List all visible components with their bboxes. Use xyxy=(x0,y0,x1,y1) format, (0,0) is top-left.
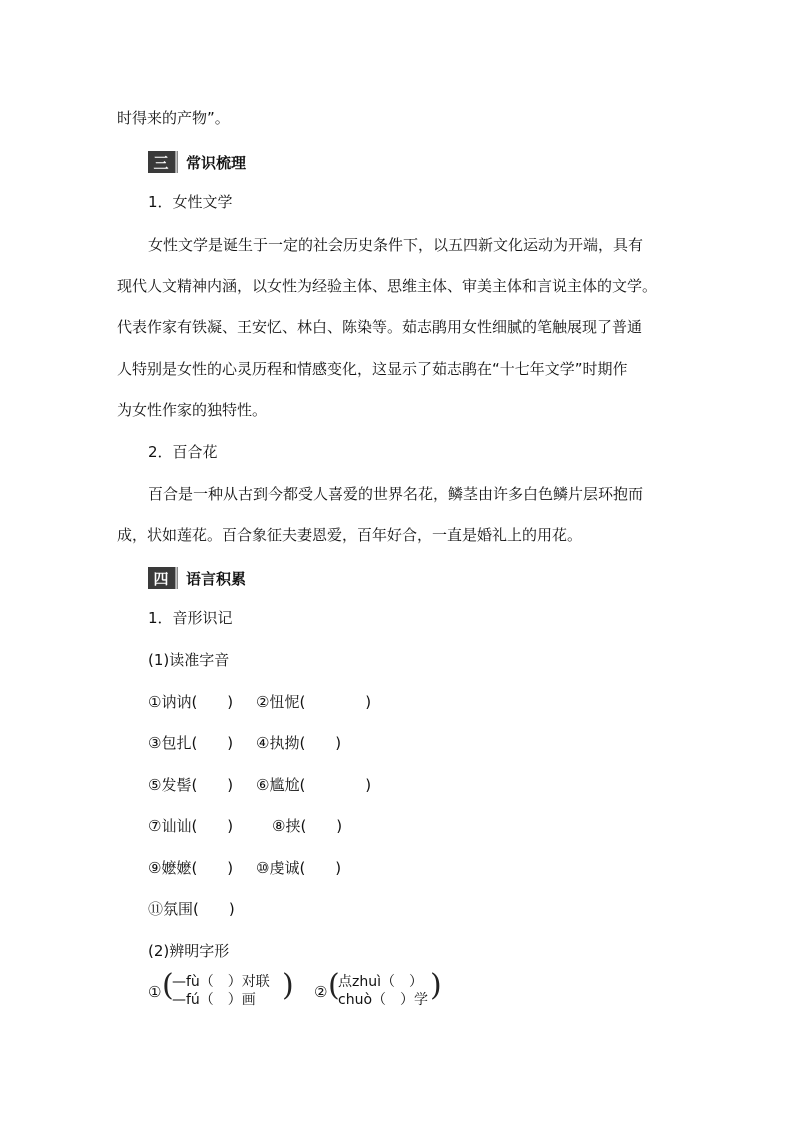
section-heading-4 xyxy=(148,566,246,590)
item-title: 1．音形识记 xyxy=(148,609,233,627)
paragraph-line: 代表作家有铁凝、王安忆、林白、陈染等。茹志鹃用女性细腻的笔触展现了普通 xyxy=(117,318,643,336)
item-title: 2．百合花 xyxy=(148,443,218,461)
right-brace: ) xyxy=(430,968,442,1003)
exercise-item: ⑦讪讪( ) xyxy=(148,817,234,835)
exercise-item: ⑧挟( ) xyxy=(272,817,343,835)
subsection-title: (2)辨明字形 xyxy=(148,942,230,960)
paragraph-line: 百合是一种从古到今都受人喜爱的世界名花，鳞茎由许多白色鳞片层环抱而 xyxy=(148,485,644,503)
exercise-item: 点zhuì（ ） xyxy=(338,974,423,990)
right-brace: ) xyxy=(282,968,294,1003)
section-title: 语言积累 xyxy=(186,569,247,588)
left-brace: ( xyxy=(162,968,174,1003)
paragraph-line: 现代人文精神内涵，以女性为经验主体、思维主体、审美主体和言说主体的文学。 xyxy=(117,277,658,295)
section-heading-3 xyxy=(148,150,246,174)
exercise-item: ⑨嬷嬷( ) xyxy=(148,859,234,877)
exercise-item: —fù（ ）对联 xyxy=(172,974,270,990)
paragraph-line: 成，状如莲花。百合象征夫妻恩爱，百年好合，一直是婚礼上的用花。 xyxy=(117,526,583,544)
exercise-number: ① xyxy=(148,983,162,1001)
exercise-item: ⑩虔诚( ) xyxy=(256,859,342,877)
section-badge: 四 xyxy=(148,567,174,589)
section-badge: 三 xyxy=(148,151,174,173)
item-title: 1．女性文学 xyxy=(148,193,233,211)
exercise-item: ④执拗( ) xyxy=(256,734,342,752)
exercise-item: —fú（ ）画 xyxy=(172,992,256,1008)
left-brace: ( xyxy=(328,968,340,1003)
exercise-number: ② xyxy=(314,983,328,1001)
paragraph-line: 为女性作家的独特性。 xyxy=(117,401,268,419)
paragraph-line: 人特别是女性的心灵历程和情感变化，这显示了茹志鹃在“十七年文学”时期作 xyxy=(117,360,628,378)
exercise-item: chuò（ ）学 xyxy=(338,992,429,1008)
exercise-item: ①讷讷( ) xyxy=(148,693,234,711)
exercise-item: ②忸怩( ) xyxy=(256,693,372,711)
exercise-item: ③包扎( ) xyxy=(148,734,234,752)
top-line: 时得来的产物”。 xyxy=(117,109,230,127)
exercise-item: ⑥尴尬( ) xyxy=(256,776,372,794)
section-title: 常识梳理 xyxy=(186,153,247,172)
exercise-item: ⑤发髻( ) xyxy=(148,776,234,794)
exercise-item: ⑪氛围( ) xyxy=(148,900,235,918)
paragraph-line: 女性文学是诞生于一定的社会历史条件下，以五四新文化运动为开端，具有 xyxy=(148,236,644,254)
subsection-title: (1)读准字音 xyxy=(148,651,230,669)
